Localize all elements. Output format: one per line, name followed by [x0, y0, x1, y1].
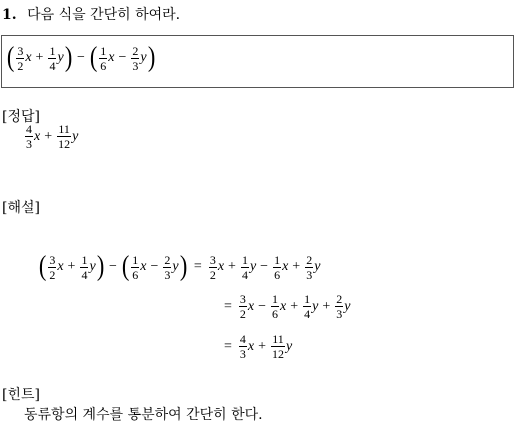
equals-sign: =: [224, 338, 232, 354]
solution-line-2: = $\frac{3}{2}$ x − $\frac{1}{6}$ x + $\frac{1}{4}$ y + $\frac{2}{3}$ y: [224, 292, 351, 321]
fraction: $\frac{11}{12}$: [58, 122, 71, 151]
fraction: $\frac{1}{4}$: [241, 252, 248, 282]
right-paren: ): [147, 42, 155, 73]
fraction: $\frac{1}{4}$: [49, 43, 56, 73]
fraction: $\frac{3}{2}$: [17, 43, 24, 73]
fraction: $\frac{3}{2}$: [49, 252, 56, 282]
hint-label: [힌트]: [2, 387, 40, 403]
fraction: $\frac{1}{4}$: [304, 292, 311, 321]
fraction: $\frac{1}{6}$: [272, 292, 279, 321]
problem-expression: ( $\frac{3}{2}$ x + $\frac{1}{4}$ y ) − ( $\frac{1}{6}$ x − $\frac{2}{3}$ y ): [6, 42, 155, 73]
equals-sign: =: [224, 298, 232, 314]
problem-question: 다음 식을 간단히 하여라.: [27, 7, 181, 23]
equals-sign: =: [193, 259, 202, 274]
fraction: $\frac{1}{6}$: [100, 43, 107, 73]
problem-number: 1.: [2, 7, 17, 23]
fraction: $\frac{4}{3}$: [26, 122, 32, 151]
fraction: $\frac{2}{3}$: [132, 43, 139, 73]
solution-label: [해설]: [2, 200, 40, 216]
answer-label: [정답]: [2, 109, 40, 125]
solution-line-3: = $\frac{4}{3}$ x + $\frac{11}{12}$ y: [224, 332, 293, 361]
fraction: $\frac{3}{2}$: [239, 292, 246, 321]
left-paren: (: [6, 42, 15, 73]
fraction: $\frac{2}{3}$: [306, 252, 313, 282]
fraction: $\frac{11}{12}$: [272, 332, 285, 361]
fraction: $\frac{1}{6}$: [274, 252, 281, 282]
fraction: $\frac{1}{4}$: [81, 252, 88, 282]
fraction: $\frac{2}{3}$: [164, 252, 171, 282]
right-paren: ): [64, 42, 73, 73]
solution-line-1: ( $\frac{3}{2}$ x + $\frac{1}{4}$ y ) − ( $\frac{1}{6}$ x − $\frac{2}{3}$ y ) = $\frac{3}{2}$ x + $\frac{1}{4}$ y − $\frac{1}{6}$ x + $\frac{2}{3}$ y: [38, 251, 321, 282]
hint-text: 동류항의 계수를 통분하여 간단히 한다.: [24, 407, 263, 423]
fraction: $\frac{2}{3}$: [336, 292, 343, 321]
answer-expression: $\frac{4}{3}$ x + $\frac{11}{12}$ y: [26, 122, 79, 151]
fraction: $\frac{3}{2}$: [209, 252, 216, 282]
left-paren: (: [89, 42, 98, 73]
fraction: $\frac{4}{3}$: [239, 332, 246, 361]
problem-header: [2, 4, 180, 24]
fraction: $\frac{1}{6}$: [132, 252, 139, 282]
